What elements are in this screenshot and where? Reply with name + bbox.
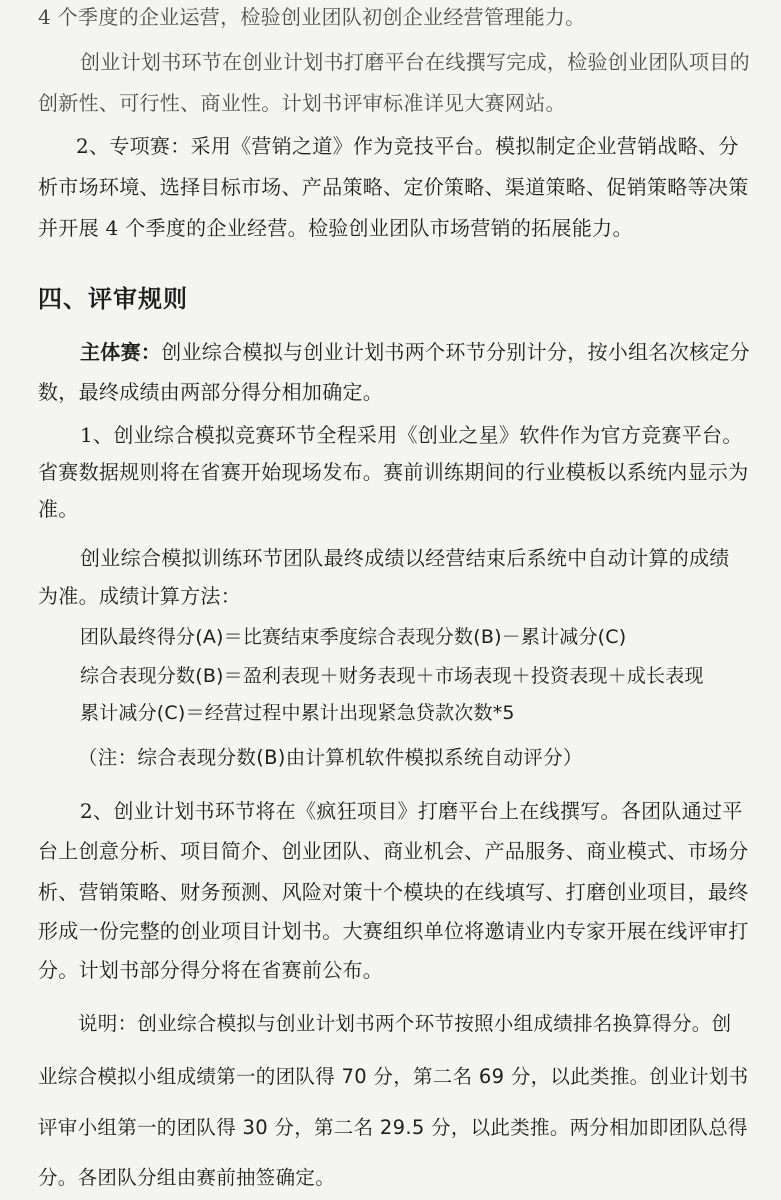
formula-line: 综合表现分数(B)＝盈利表现＋财务表现＋市场表现＋投资表现＋成长表现 [80,665,704,687]
text-line: 分。各团队分组由赛前抽签确定。 [38,1166,336,1189]
text-line: 析、营销策略、财务预测、风险对策十个模块的在线填写、打磨创业项目，最终 [38,880,749,904]
text-line: 数，最终成绩由两部分得分相加确定。 [38,380,384,404]
text-line: 省赛数据规则将在省赛开始现场发布。赛前训练期间的行业模板以系统内显示为 [38,460,749,484]
text-span: 创业综合模拟与创业计划书两个环节分别计分，按小组名次核定分 [161,340,750,364]
text-line: 创新性、可行性、商业性。计划书评审标准详见大赛网站。 [38,91,566,115]
section-heading: 四、评审规则 [38,284,188,313]
text-line: 4 个季度的企业运营，检验创业团队初创企业经营管理能力。 [38,5,586,29]
text-line: 说明：创业综合模拟与创业计划书两个环节按照小组成绩排名换算得分。创 [78,1012,732,1035]
text-line: 分。计划书部分得分将在省赛前公布。 [38,958,384,982]
text-line [80,338,750,366]
text-line: 2、专项赛：采用《营销之道》作为竞技平台。模拟制定企业营销战略、分 [76,134,739,158]
text-line: 并开展 4 个季度的企业经营。检验创业团队市场营销的拓展能力。 [38,216,633,240]
text-line: 准。 [38,497,79,521]
text-line: 析市场环境、选择目标市场、产品策略、定价策略、渠道策略、促销策略等决策 [38,175,749,199]
text-line: 业综合模拟小组成绩第一的团队得 70 分，第二名 69 分，以此类推。创业计划书 [38,1065,749,1088]
text-line: 评审小组第一的团队得 30 分，第二名 29.5 分，以此类推。两分相加即团队总得 [38,1116,748,1139]
text-line: 创业综合模拟训练环节团队最终成绩以经营结束后系统中自动计算的成绩 [80,546,730,570]
text-line: 形成一份完整的创业项目计划书。大赛组织单位将邀请业内专家开展在线评审打 [38,919,749,943]
note-line: （注：综合表现分数(B)由计算机软件模拟系统自动评分） [78,746,583,769]
text-line: 2、创业计划书环节将在《疯狂项目》打磨平台上在线撰写。各团队通过平 [80,799,743,823]
text-line: 创业计划书环节在创业计划书打磨平台在线撰写完成，检验创业团队项目的 [80,50,750,74]
lead-label: 主体赛： [80,340,162,364]
formula-line: 累计减分(C)＝经营过程中累计出现紧急贷款次数*5 [80,702,515,724]
text-line: 1、创业综合模拟竞赛环节全程采用《创业之星》软件作为官方竞赛平台。 [80,423,743,447]
text-line: 为准。成绩计算方法： [38,584,241,608]
formula-line: 团队最终得分(A)＝比赛结束季度综合表现分数(B)－累计减分(C) [80,626,627,648]
text-line: 台上创意分析、项目简介、创业团队、商业机会、产品服务、商业模式、市场分 [38,839,749,863]
